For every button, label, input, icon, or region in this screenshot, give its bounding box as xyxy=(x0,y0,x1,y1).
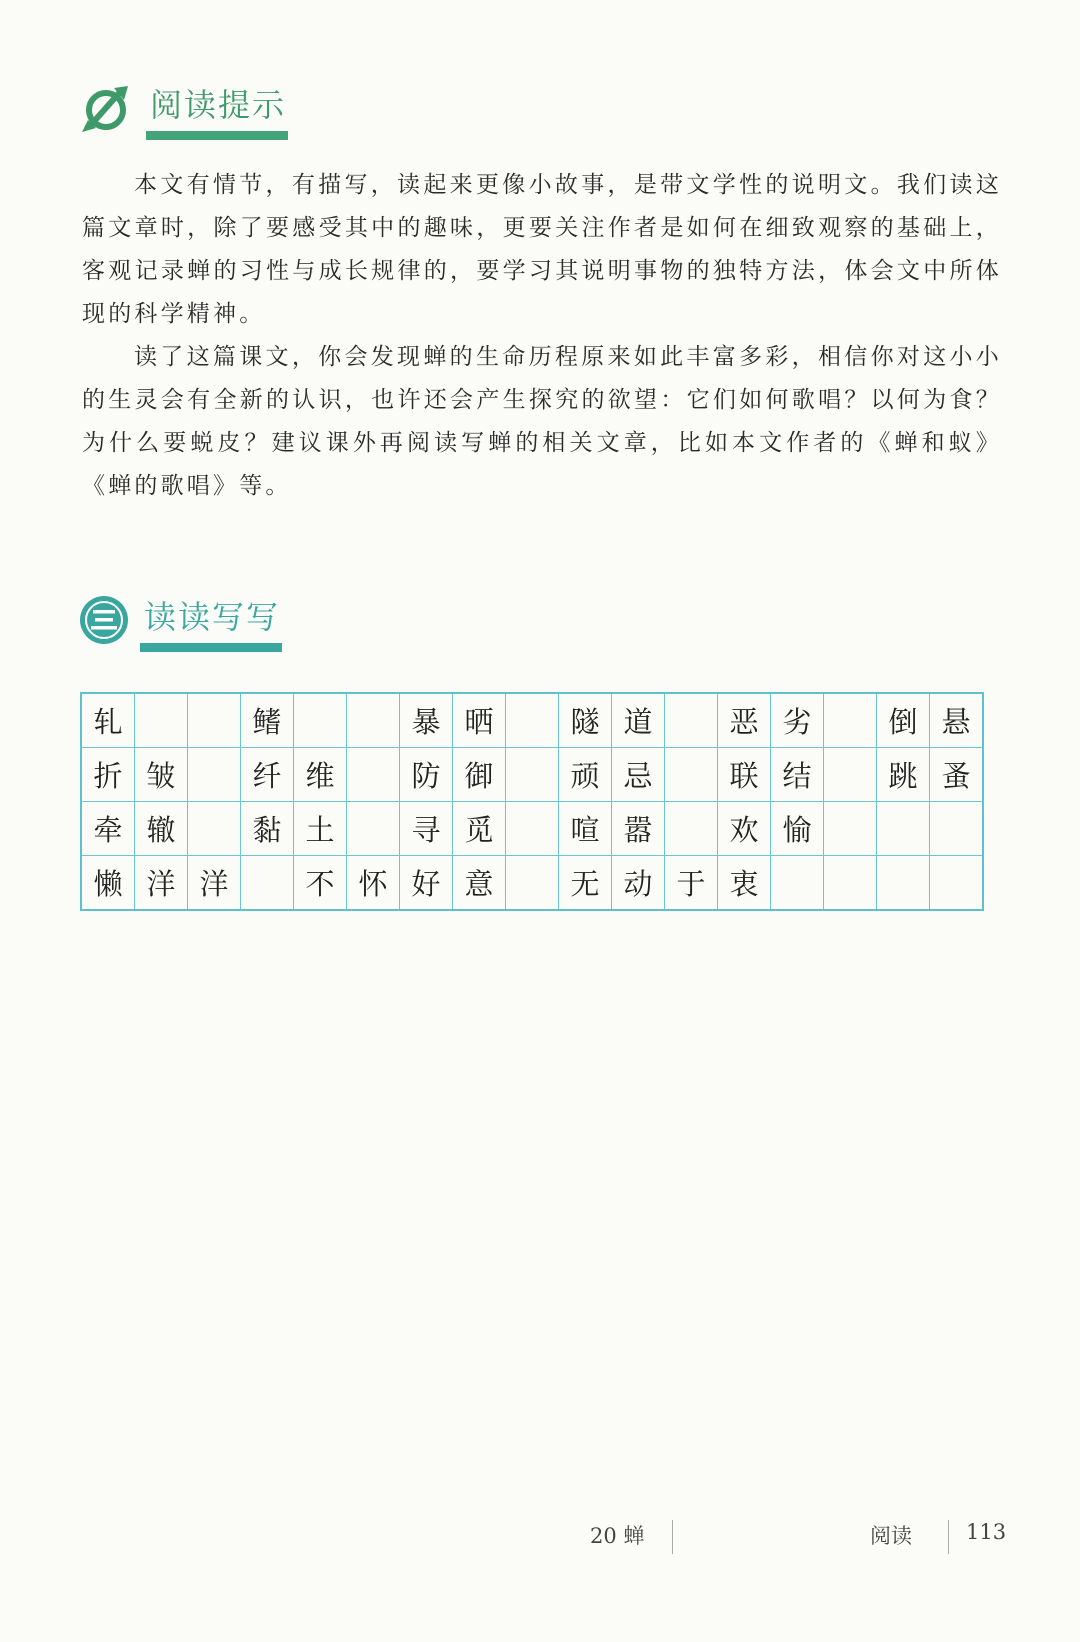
grid-cell: 忌 xyxy=(612,748,665,802)
reading-tip-icon xyxy=(80,80,136,136)
grid-cell: 道 xyxy=(612,693,665,748)
grid-cell xyxy=(135,693,188,748)
grid-cell: 愉 xyxy=(771,802,824,856)
grid-cell xyxy=(877,856,930,911)
grid-cell: 喧 xyxy=(559,802,612,856)
grid-cell: 晒 xyxy=(453,693,506,748)
grid-cell: 皱 xyxy=(135,748,188,802)
reading-tip-paragraph: 本文有情节，有描写，读起来更像小故事，是带文学性的说明文。我们读这篇文章时，除了要感受其中的趣味，更要关注作者是如何在细致观察的基础上，客观记录蝉的习性与成长规律的，要学习其说明事物的独特方法，体会文中所体现的科学精神。 xyxy=(82,172,1002,327)
grid-cell xyxy=(347,693,400,748)
read-write-header xyxy=(78,592,280,648)
grid-cell: 防 xyxy=(400,748,453,802)
footer-lesson: 20 蝉 xyxy=(590,1524,645,1548)
grid-cell: 纤 xyxy=(241,748,294,802)
page-number: 113 xyxy=(966,1520,1007,1544)
grid-cell: 欢 xyxy=(718,802,771,856)
grid-cell xyxy=(824,856,877,911)
grid-cell: 联 xyxy=(718,748,771,802)
grid-cell: 悬 xyxy=(930,693,984,748)
grid-cell xyxy=(824,748,877,802)
grid-cell: 维 xyxy=(294,748,347,802)
read-write-title: 读读写写 xyxy=(144,592,280,648)
grid-cell: 隧 xyxy=(559,693,612,748)
grid-cell: 意 xyxy=(453,856,506,911)
grid-cell: 劣 xyxy=(771,693,824,748)
grid-row xyxy=(81,748,983,802)
grid-cell: 折 xyxy=(81,748,135,802)
grid-cell xyxy=(506,856,559,911)
grid-row xyxy=(81,693,983,748)
grid-cell: 轧 xyxy=(81,693,135,748)
grid-cell: 辙 xyxy=(135,802,188,856)
grid-cell xyxy=(506,802,559,856)
grid-cell: 结 xyxy=(771,748,824,802)
grid-cell xyxy=(877,802,930,856)
grid-cell: 土 xyxy=(294,802,347,856)
grid-cell xyxy=(188,748,241,802)
grid-cell: 鳍 xyxy=(241,693,294,748)
grid-cell: 跳 xyxy=(877,748,930,802)
footer-divider xyxy=(672,1520,673,1554)
vocabulary-grid xyxy=(80,692,984,911)
grid-cell: 倒 xyxy=(877,693,930,748)
grid-cell: 于 xyxy=(665,856,718,911)
grid-cell: 顽 xyxy=(559,748,612,802)
grid-cell: 懒 xyxy=(81,856,135,911)
grid-cell xyxy=(824,693,877,748)
grid-cell xyxy=(188,802,241,856)
footer-divider xyxy=(948,1520,949,1554)
grid-cell xyxy=(188,693,241,748)
reading-tip-header xyxy=(80,80,286,136)
grid-cell: 牵 xyxy=(81,802,135,856)
reading-tip-title: 阅读提示 xyxy=(150,80,286,136)
grid-cell: 动 xyxy=(612,856,665,911)
grid-cell xyxy=(665,748,718,802)
grid-cell: 无 xyxy=(559,856,612,911)
grid-cell: 御 xyxy=(453,748,506,802)
grid-cell xyxy=(241,856,294,911)
footer-unit: 阅读 xyxy=(870,1524,912,1548)
grid-cell xyxy=(506,693,559,748)
grid-row xyxy=(81,802,983,856)
grid-cell: 洋 xyxy=(188,856,241,911)
grid-cell xyxy=(347,748,400,802)
grid-cell xyxy=(347,802,400,856)
grid-cell: 好 xyxy=(400,856,453,911)
grid-cell: 觅 xyxy=(453,802,506,856)
grid-cell: 衷 xyxy=(718,856,771,911)
grid-cell xyxy=(294,693,347,748)
grid-cell: 嚣 xyxy=(612,802,665,856)
grid-cell: 寻 xyxy=(400,802,453,856)
grid-cell: 蚤 xyxy=(930,748,984,802)
grid-cell xyxy=(930,856,984,911)
numbered-circle-icon xyxy=(78,594,130,646)
grid-cell: 暴 xyxy=(400,693,453,748)
grid-cell xyxy=(665,693,718,748)
grid-cell xyxy=(506,748,559,802)
reading-tip-paragraph: 读了这篇课文，你会发现蝉的生命历程原来如此丰富多彩，相信你对这小小的生灵会有全新的认识，也许还会产生探究的欲望：它们如何歌唱？以何为食？为什么要蜕皮？建议课外再阅读写蝉的相关文章，比如本文作者的《蝉和蚁》《蝉的歌唱》等。 xyxy=(82,344,1002,499)
grid-cell: 黏 xyxy=(241,802,294,856)
grid-cell: 怀 xyxy=(347,856,400,911)
grid-cell xyxy=(665,802,718,856)
grid-cell xyxy=(930,802,984,856)
grid-cell: 不 xyxy=(294,856,347,911)
grid-cell: 恶 xyxy=(718,693,771,748)
grid-cell: 洋 xyxy=(135,856,188,911)
grid-cell xyxy=(824,802,877,856)
grid-cell xyxy=(771,856,824,911)
grid-row xyxy=(81,856,983,911)
